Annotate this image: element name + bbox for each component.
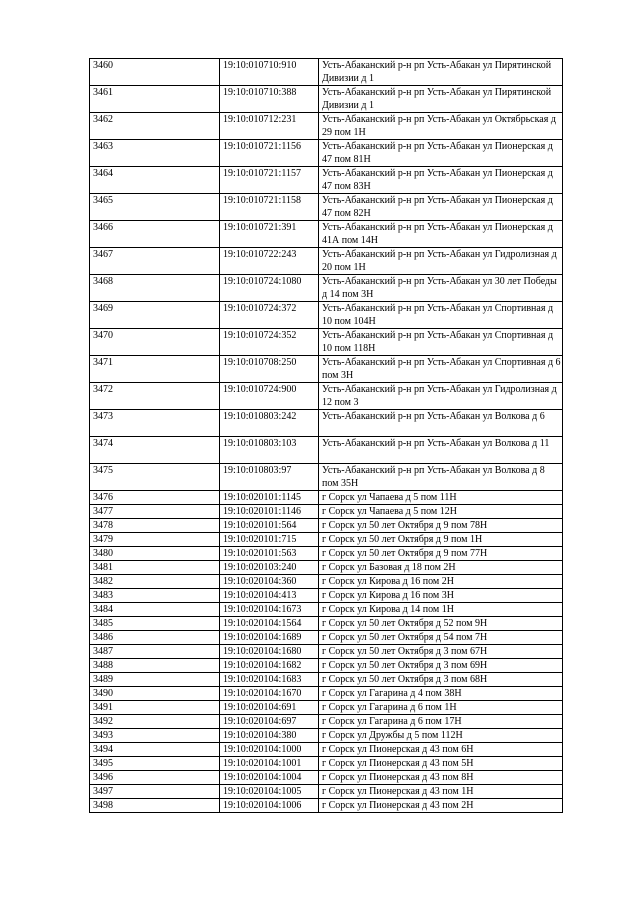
- row-number: 3473: [90, 410, 220, 437]
- address: г Сорск ул 50 лет Октября д 3 пом 67Н: [319, 645, 563, 659]
- cadastral-number: 19:10:020104:360: [220, 575, 319, 589]
- address: г Сорск ул Кирова д 16 пом 2Н: [319, 575, 563, 589]
- address: Усть-Абаканский р-н рп Усть-Абакан ул Волкова д 11: [319, 437, 563, 464]
- address: г Сорск ул Базовая д 18 пом 2Н: [319, 561, 563, 575]
- row-number: 3466: [90, 221, 220, 248]
- row-number: 3483: [90, 589, 220, 603]
- row-number: 3475: [90, 464, 220, 491]
- table-row: [90, 329, 563, 356]
- address: Усть-Абаканский р-н рп Усть-Абакан ул Спортивная д 10 пом 104Н: [319, 302, 563, 329]
- cadastral-number: 19:10:010721:1157: [220, 167, 319, 194]
- address: Усть-Абаканский р-н рп Усть-Абакан ул 30 лет Победы д 14 пом 3Н: [319, 275, 563, 302]
- table-row: [90, 410, 563, 437]
- table-row: [90, 113, 563, 140]
- table-row: [90, 221, 563, 248]
- cadastral-number: 19:10:020104:413: [220, 589, 319, 603]
- table-row: [90, 464, 563, 491]
- cadastral-number: 19:10:010710:388: [220, 86, 319, 113]
- table-row: [90, 86, 563, 113]
- property-table-body: [90, 59, 563, 813]
- row-number: 3490: [90, 687, 220, 701]
- address: Усть-Абаканский р-н рп Усть-Абакан ул Пионерская д 47 пом 81Н: [319, 140, 563, 167]
- row-number: 3488: [90, 659, 220, 673]
- cadastral-number: 19:10:010803:242: [220, 410, 319, 437]
- cadastral-number: 19:10:020104:1670: [220, 687, 319, 701]
- cadastral-number: 19:10:010803:97: [220, 464, 319, 491]
- address: г Сорск ул Пионерская д 43 пом 5Н: [319, 757, 563, 771]
- table-row: [90, 631, 563, 645]
- table-row: [90, 575, 563, 589]
- cadastral-number: 19:10:020101:715: [220, 533, 319, 547]
- table-row: [90, 771, 563, 785]
- row-number: 3481: [90, 561, 220, 575]
- cadastral-number: 19:10:010721:1158: [220, 194, 319, 221]
- cadastral-number: 19:10:010721:1156: [220, 140, 319, 167]
- cadastral-number: 19:10:010722:243: [220, 248, 319, 275]
- address: г Сорск ул Пионерская д 43 пом 8Н: [319, 771, 563, 785]
- address: Усть-Абаканский р-н рп Усть-Абакан ул Гидролизная д 12 пом 3: [319, 383, 563, 410]
- table-row: [90, 167, 563, 194]
- row-number: 3469: [90, 302, 220, 329]
- row-number: 3496: [90, 771, 220, 785]
- address: Усть-Абаканский р-н рп Усть-Абакан ул Пионерская д 47 пом 82Н: [319, 194, 563, 221]
- row-number: 3472: [90, 383, 220, 410]
- row-number: 3467: [90, 248, 220, 275]
- cadastral-number: 19:10:020104:1689: [220, 631, 319, 645]
- table-row: [90, 194, 563, 221]
- cadastral-number: 19:10:020101:563: [220, 547, 319, 561]
- address: г Сорск ул Пионерская д 43 пом 2Н: [319, 799, 563, 813]
- table-row: [90, 743, 563, 757]
- row-number: 3476: [90, 491, 220, 505]
- address: г Сорск ул Пионерская д 43 пом 6Н: [319, 743, 563, 757]
- cadastral-number: 19:10:020104:1680: [220, 645, 319, 659]
- address: Усть-Абаканский р-н рп Усть-Абакан ул Спортивная д 10 пом 118Н: [319, 329, 563, 356]
- table-row: [90, 561, 563, 575]
- table-row: [90, 603, 563, 617]
- row-number: 3482: [90, 575, 220, 589]
- cadastral-number: 19:10:020104:1001: [220, 757, 319, 771]
- row-number: 3464: [90, 167, 220, 194]
- row-number: 3491: [90, 701, 220, 715]
- row-number: 3489: [90, 673, 220, 687]
- address: г Сорск ул 50 лет Октября д 3 пом 68Н: [319, 673, 563, 687]
- row-number: 3471: [90, 356, 220, 383]
- row-number: 3492: [90, 715, 220, 729]
- cadastral-number: 19:10:020101:1145: [220, 491, 319, 505]
- cadastral-number: 19:10:010708:250: [220, 356, 319, 383]
- table-row: [90, 673, 563, 687]
- address: г Сорск ул Дружбы д 5 пом 112Н: [319, 729, 563, 743]
- cadastral-number: 19:10:010803:103: [220, 437, 319, 464]
- address: Усть-Абаканский р-н рп Усть-Абакан ул Спортивная д 6 пом 3Н: [319, 356, 563, 383]
- row-number: 3479: [90, 533, 220, 547]
- address: г Сорск ул 50 лет Октября д 54 пом 7Н: [319, 631, 563, 645]
- table-row: [90, 519, 563, 533]
- row-number: 3485: [90, 617, 220, 631]
- row-number: 3494: [90, 743, 220, 757]
- table-row: [90, 785, 563, 799]
- row-number: 3495: [90, 757, 220, 771]
- address: г Сорск ул Гагарина д 6 пом 1Н: [319, 701, 563, 715]
- address: г Сорск ул 50 лет Октября д 9 пом 77Н: [319, 547, 563, 561]
- address: г Сорск ул 50 лет Октября д 52 пом 9Н: [319, 617, 563, 631]
- cadastral-number: 19:10:010724:900: [220, 383, 319, 410]
- address: г Сорск ул Кирова д 16 пом 3Н: [319, 589, 563, 603]
- cadastral-number: 19:10:020104:1682: [220, 659, 319, 673]
- cadastral-number: 19:10:020104:1006: [220, 799, 319, 813]
- row-number: 3460: [90, 59, 220, 86]
- address: Усть-Абаканский р-н рп Усть-Абакан ул Пионерская д 41А пом 14Н: [319, 221, 563, 248]
- row-number: 3480: [90, 547, 220, 561]
- row-number: 3463: [90, 140, 220, 167]
- table-row: [90, 383, 563, 410]
- address: Усть-Абаканский р-н рп Усть-Абакан ул Пирятинской Дивизии д 1: [319, 86, 563, 113]
- table-row: [90, 356, 563, 383]
- table-row: [90, 533, 563, 547]
- address: Усть-Абаканский р-н рп Усть-Абакан ул Пионерская д 47 пом 83Н: [319, 167, 563, 194]
- cadastral-number: 19:10:010724:352: [220, 329, 319, 356]
- row-number: 3465: [90, 194, 220, 221]
- row-number: 3474: [90, 437, 220, 464]
- table-row: [90, 701, 563, 715]
- table-row: [90, 437, 563, 464]
- cadastral-number: 19:10:010724:1080: [220, 275, 319, 302]
- address: г Сорск ул Пионерская д 43 пом 1Н: [319, 785, 563, 799]
- cadastral-number: 19:10:020104:697: [220, 715, 319, 729]
- address: г Сорск ул Чапаева д 5 пом 12Н: [319, 505, 563, 519]
- cadastral-number: 19:10:020103:240: [220, 561, 319, 575]
- cadastral-number: 19:10:010712:231: [220, 113, 319, 140]
- cadastral-number: 19:10:010710:910: [220, 59, 319, 86]
- row-number: 3484: [90, 603, 220, 617]
- address: Усть-Абаканский р-н рп Усть-Абакан ул Октябрьская д 29 пом 1Н: [319, 113, 563, 140]
- table-row: [90, 302, 563, 329]
- address: г Сорск ул 50 лет Октября д 3 пом 69Н: [319, 659, 563, 673]
- address: Усть-Абаканский р-н рп Усть-Абакан ул Гидролизная д 20 пом 1Н: [319, 248, 563, 275]
- table-row: [90, 589, 563, 603]
- address: г Сорск ул Гагарина д 4 пом 38Н: [319, 687, 563, 701]
- row-number: 3487: [90, 645, 220, 659]
- address: Усть-Абаканский р-н рп Усть-Абакан ул Волкова д 8 пом 35Н: [319, 464, 563, 491]
- table-row: [90, 275, 563, 302]
- cadastral-number: 19:10:020101:564: [220, 519, 319, 533]
- table-row: [90, 687, 563, 701]
- row-number: 3468: [90, 275, 220, 302]
- cadastral-number: 19:10:020104:1564: [220, 617, 319, 631]
- cadastral-number: 19:10:020104:1000: [220, 743, 319, 757]
- row-number: 3486: [90, 631, 220, 645]
- table-row: [90, 505, 563, 519]
- row-number: 3498: [90, 799, 220, 813]
- property-table: [89, 58, 563, 813]
- table-row: [90, 547, 563, 561]
- row-number: 3493: [90, 729, 220, 743]
- cadastral-number: 19:10:020104:380: [220, 729, 319, 743]
- address: Усть-Абаканский р-н рп Усть-Абакан ул Пирятинской Дивизии д 1: [319, 59, 563, 86]
- table-row: [90, 248, 563, 275]
- address: г Сорск ул Кирова д 14 пом 1Н: [319, 603, 563, 617]
- cadastral-number: 19:10:020104:1673: [220, 603, 319, 617]
- table-row: [90, 617, 563, 631]
- cadastral-number: 19:10:020104:691: [220, 701, 319, 715]
- table-row: [90, 491, 563, 505]
- table-row: [90, 715, 563, 729]
- address: г Сорск ул 50 лет Октября д 9 пом 78Н: [319, 519, 563, 533]
- cadastral-number: 19:10:020104:1683: [220, 673, 319, 687]
- table-row: [90, 799, 563, 813]
- row-number: 3478: [90, 519, 220, 533]
- table-row: [90, 659, 563, 673]
- row-number: 3470: [90, 329, 220, 356]
- row-number: 3461: [90, 86, 220, 113]
- cadastral-number: 19:10:020104:1005: [220, 785, 319, 799]
- cadastral-number: 19:10:010721:391: [220, 221, 319, 248]
- address: Усть-Абаканский р-н рп Усть-Абакан ул Волкова д 6: [319, 410, 563, 437]
- row-number: 3497: [90, 785, 220, 799]
- table-row: [90, 140, 563, 167]
- cadastral-number: 19:10:020104:1004: [220, 771, 319, 785]
- cadastral-number: 19:10:020101:1146: [220, 505, 319, 519]
- address: г Сорск ул Чапаева д 5 пом 11Н: [319, 491, 563, 505]
- cadastral-number: 19:10:010724:372: [220, 302, 319, 329]
- table-row: [90, 729, 563, 743]
- address: г Сорск ул Гагарина д 6 пом 17Н: [319, 715, 563, 729]
- table-row: [90, 757, 563, 771]
- row-number: 3477: [90, 505, 220, 519]
- table-row: [90, 59, 563, 86]
- table-row: [90, 645, 563, 659]
- address: г Сорск ул 50 лет Октября д 9 пом 1Н: [319, 533, 563, 547]
- row-number: 3462: [90, 113, 220, 140]
